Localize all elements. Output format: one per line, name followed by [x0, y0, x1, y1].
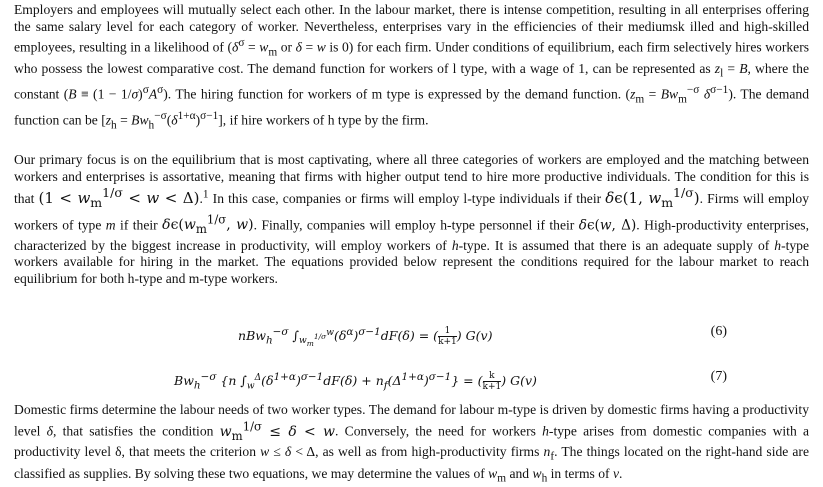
- document-page: [14, 2, 809, 487]
- equation-6-number: (6): [710, 323, 727, 339]
- equation-block: [14, 302, 809, 394]
- paragraph-labour-demand: Domestic firms determine the labour needs of two worker types. The demand for labour m-type is driven by domestic firms having a productivity level δ, that satisfies the condition $w_m^{1/\sigma} \le \delta < w$. Conversely, the need for workers h-type arises from domestic companies with a productivity level δ, that meets the criterion w ≤ δ < Δ, as well as from high-productivity firms $n_f$. The things located on the right-hand side are classified as supplies. By solving these two equations, we may determine the values of $w_m$ and $w_h$ in terms of v.: [14, 401, 809, 485]
- equation-7-expression: $Bw_h^{-\sigma}$ {n $\int_w^\Delta(\delta^{1+\alpha})^{\sigma-1}dF(\delta) + n_f(\Delta^{1+\alpha})^{\sigma-1}$} = ( $\frac{k}{k+1}$ ) G(v): [174, 370, 537, 392]
- equation-7-number: (7): [710, 368, 727, 384]
- paragraph-intro: Employers and employees will mutually select each other. In the labour market, there is intense competition, resulting in all enterprises offering the same salary level for each category of worker. Nevertheless, enterprises vary in the efficiencies of their mediumsk illed and high-skilled employees, resulting in a likelihood of ($\delta^\sigma = w_m$ or δ = w is 0) for each firm. Under conditions of equilibrium, each firm selectively hires workers who possess the lowest comparative cost. The demand function for workers of l type, with a wage of 1, can be represented as $z_l = B$, where the constant $(B \equiv (1 - 1/\sigma)^\sigma A^\sigma)$. The hiring function for workers of m type is expressed by the demand function. ($z_m = Bw_m^{-\sigma}$ $\delta^{\sigma-1}$). The demand function can be $[z_h = Bw_h^{-\sigma}(\delta^{1+\alpha})^{\sigma-1}]$, if hire workers of h type by the firm.: [14, 2, 810, 132]
- paragraph-equilibrium: Our primary focus is on the equilibrium that is most captivating, where all three categories of workers are employed and the matching between workers and enterprises is assortative, meaning that firms with higher output tend to hire more productive individuals. The condition for this is that $(1 < w_m^{1/\sigma} < w < \Delta).^1$ In this case, companies or firms will employ l-type individuals if their δϵ(1, $w_m^{1/\sigma}$). Firms will employ workers of type m if their $\delta\epsilon(w_m^{1/\sigma}$, w). Finally, companies will employ h-type personnel if their δϵ(w, Δ). High-productivity enterprises, characterized by the biggest increase in productivity, will employ workers of h-type. It is assumed that there is an adequate supply of h-type workers available for hiring in the market. The equations provided below represent the conditions required for the labour market to reach equilibrium for both h-type and m-type workers.: [14, 152, 810, 287]
- equation-6-expression: nBw$_h^{-\sigma}$ $\int_{w_m^{1/\sigma}}^w(\delta^\alpha)^{\sigma-1}dF(\delta)$ = ( $\frac{1}{k+1}$ ) G(v): [238, 325, 493, 349]
